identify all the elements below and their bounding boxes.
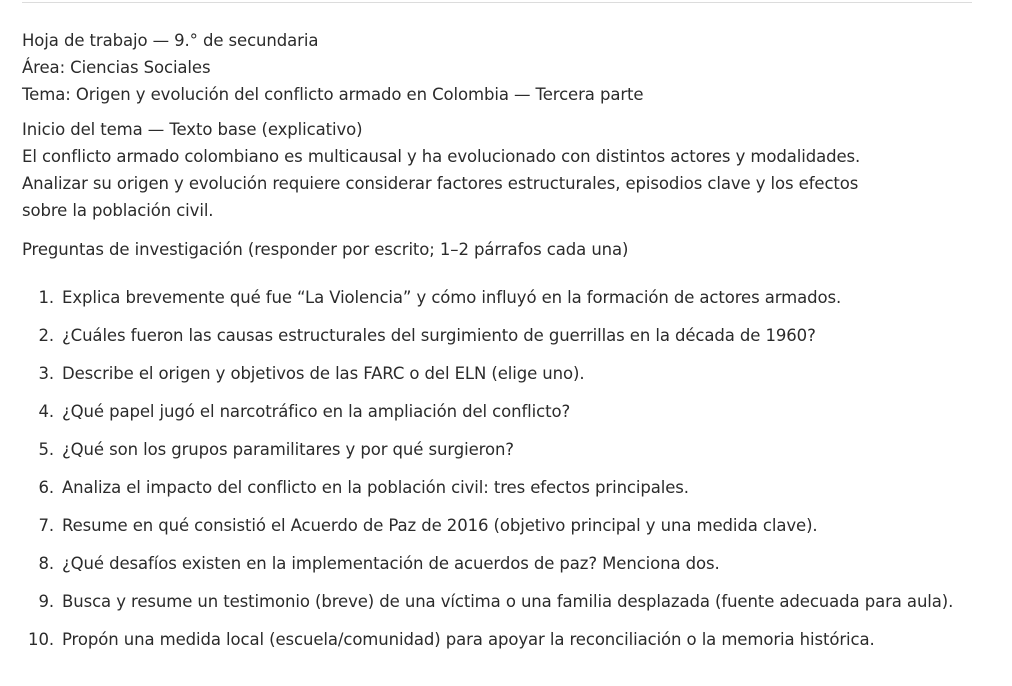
- question-text: Busca y resume un testimonio (breve) de una víctima o una familia desplazada (fuente adecuada para aula).: [62, 592, 954, 611]
- question-number: 4.: [38, 402, 54, 421]
- question-item: [22, 626, 982, 653]
- question-item: [22, 398, 982, 425]
- questions-list: [22, 284, 982, 653]
- topic-line: Tema: Origen y evolución del conflicto armado en Colombia — Tercera parte: [22, 85, 644, 104]
- base-text-heading: Inicio del tema — Texto base (explicativo): [22, 120, 363, 139]
- question-text: Describe el origen y objetivos de las FARC o del ELN (elige uno).: [62, 364, 585, 383]
- worksheet-document: [22, 27, 982, 664]
- question-text: ¿Cuáles fueron las causas estructurales del surgimiento de guerrillas en la década de 1960?: [62, 326, 816, 345]
- question-number: 10.: [28, 630, 54, 649]
- question-text: Resume en qué consistió el Acuerdo de Paz de 2016 (objetivo principal y una medida clave).: [62, 516, 818, 535]
- questions-heading: Preguntas de investigación (responder por escrito; 1–2 párrafos cada una): [22, 240, 629, 259]
- question-text: Explica brevemente qué fue “La Violencia” y cómo influyó en la formación de actores armados.: [62, 288, 842, 307]
- question-number: 1.: [38, 288, 54, 307]
- worksheet-title: Hoja de trabajo — 9.° de secundaria: [22, 31, 319, 50]
- top-divider: [22, 2, 972, 3]
- question-number: 2.: [38, 326, 54, 345]
- question-text: ¿Qué desafíos existen en la implementación de acuerdos de paz? Menciona dos.: [62, 554, 720, 573]
- question-text: Propón una medida local (escuela/comunidad) para apoyar la reconciliación o la memoria histórica.: [62, 630, 875, 649]
- question-item: [22, 436, 982, 463]
- question-item: [22, 284, 982, 311]
- question-text: ¿Qué papel jugó el narcotráfico en la ampliación del conflicto?: [62, 402, 571, 421]
- base-text-line-2: Analizar su origen y evolución requiere considerar factores estructurales, episodios clave y los efectos: [22, 174, 859, 193]
- question-item: [22, 588, 982, 615]
- subject-area: Área: Ciencias Sociales: [22, 58, 211, 77]
- question-item: [22, 550, 982, 577]
- question-number: 5.: [38, 440, 54, 459]
- question-number: 8.: [38, 554, 54, 573]
- question-number: 9.: [38, 592, 54, 611]
- question-item: [22, 322, 982, 349]
- base-text-line-3: sobre la población civil.: [22, 201, 214, 220]
- base-text-line-1: El conflicto armado colombiano es multicausal y ha evolucionado con distintos actores y modalidades.: [22, 147, 861, 166]
- question-item: [22, 360, 982, 387]
- question-item: [22, 474, 982, 501]
- question-number: 6.: [38, 478, 54, 497]
- question-item: [22, 512, 982, 539]
- question-number: 7.: [38, 516, 54, 535]
- question-text: Analiza el impacto del conflicto en la población civil: tres efectos principales.: [62, 478, 689, 497]
- question-number: 3.: [38, 364, 54, 383]
- question-text: ¿Qué son los grupos paramilitares y por qué surgieron?: [62, 440, 514, 459]
